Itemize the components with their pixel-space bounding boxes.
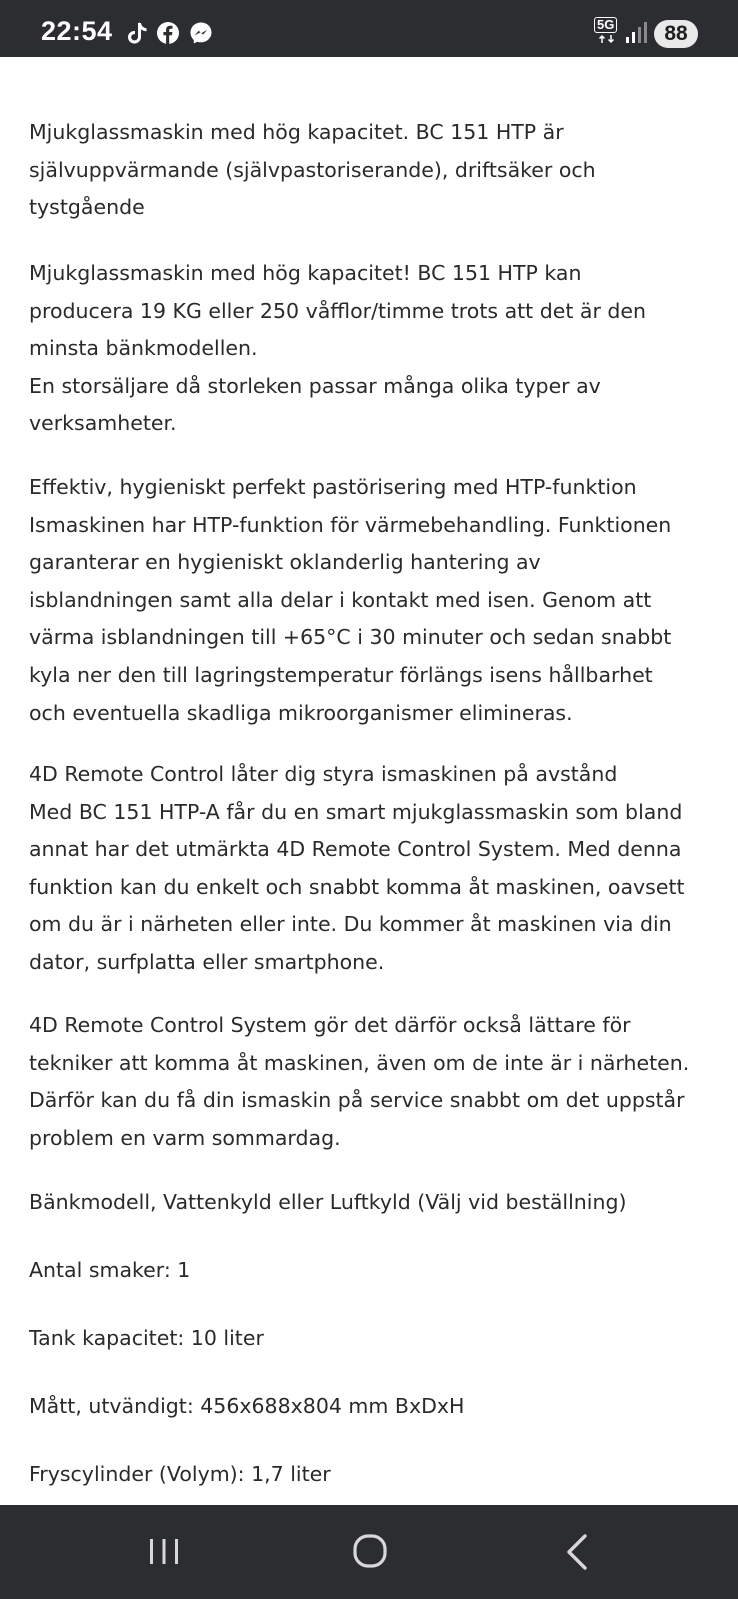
spec-freeze-cylinder: Fryscylinder (Volym): 1,7 liter bbox=[29, 1462, 331, 1486]
status-time: 22:54 bbox=[41, 16, 113, 46]
signal-icon bbox=[624, 22, 648, 44]
spec-tank-capacity: Tank kapacitet: 10 liter bbox=[29, 1326, 264, 1350]
messenger-icon bbox=[188, 20, 214, 46]
navigation-bar bbox=[0, 1505, 738, 1599]
paragraph-remote-service: 4D Remote Control System gör det därför också lättare för tekniker att komma åt maskinen, även om de inte är i närheten. Därför kan du få din ismaskin på service snabbt om det uppstår problem en varm sommardag. bbox=[29, 1013, 690, 1150]
battery-level: 88 bbox=[654, 20, 698, 48]
home-icon[interactable] bbox=[340, 1527, 400, 1577]
paragraph-intro: Mjukglassmaskin med hög kapacitet. BC 151 HTP är självuppvärmande (självpastoriserande), driftsäker och tystgående bbox=[29, 120, 596, 220]
network-indicator bbox=[594, 17, 620, 45]
data-transfer-icon bbox=[597, 34, 617, 44]
facebook-icon bbox=[155, 20, 181, 46]
spec-flavors: Antal smaker: 1 bbox=[29, 1258, 191, 1282]
recent-apps-icon[interactable] bbox=[134, 1527, 194, 1577]
tiktok-icon bbox=[124, 20, 150, 46]
spec-dimensions: Mått, utvändigt: 456x688x804 mm BxDxH bbox=[29, 1394, 465, 1418]
status-bar bbox=[0, 0, 738, 57]
back-icon[interactable] bbox=[547, 1527, 607, 1577]
spec-model: Bänkmodell, Vattenkyld eller Luftkyld (Välj vid beställning) bbox=[29, 1190, 627, 1214]
network-label: 5G bbox=[594, 17, 617, 33]
paragraph-remote-control: 4D Remote Control låter dig styra ismaskinen på avstånd Med BC 151 HTP-A får du en smart mjukglassmaskin som bland annat har det utmärkta 4D Remote Control System. Med denna funktion kan du enkelt och snabbt komma åt maskinen, oavsett om du är i närheten eller inte. Du kommer åt maskinen via din dator, surfplatta eller smartphone. bbox=[29, 762, 685, 974]
paragraph-htp-function: Effektiv, hygieniskt perfekt pastörisering med HTP-funktion Ismaskinen har HTP-funktion för värmebehandling. Funktionen garanterar en hygieniskt oklanderlig hantering av isblandningen samt alla delar i kontakt med isen. Genom att värma isblandningen till +65°C i 30 minuter och sedan snabbt kyla ner den till lagringstemperatur förlängs isens hållbarhet och eventuella skadliga mikroorganismer elimineras. bbox=[29, 475, 672, 725]
paragraph-capacity: Mjukglassmaskin med hög kapacitet! BC 151 HTP kan producera 19 KG eller 250 våfflor/timme trots att det är den minsta bänkmodellen. En storsäljare då storleken passar många olika typer av verksamheter. bbox=[29, 261, 647, 436]
article-content[interactable] bbox=[0, 57, 738, 1505]
